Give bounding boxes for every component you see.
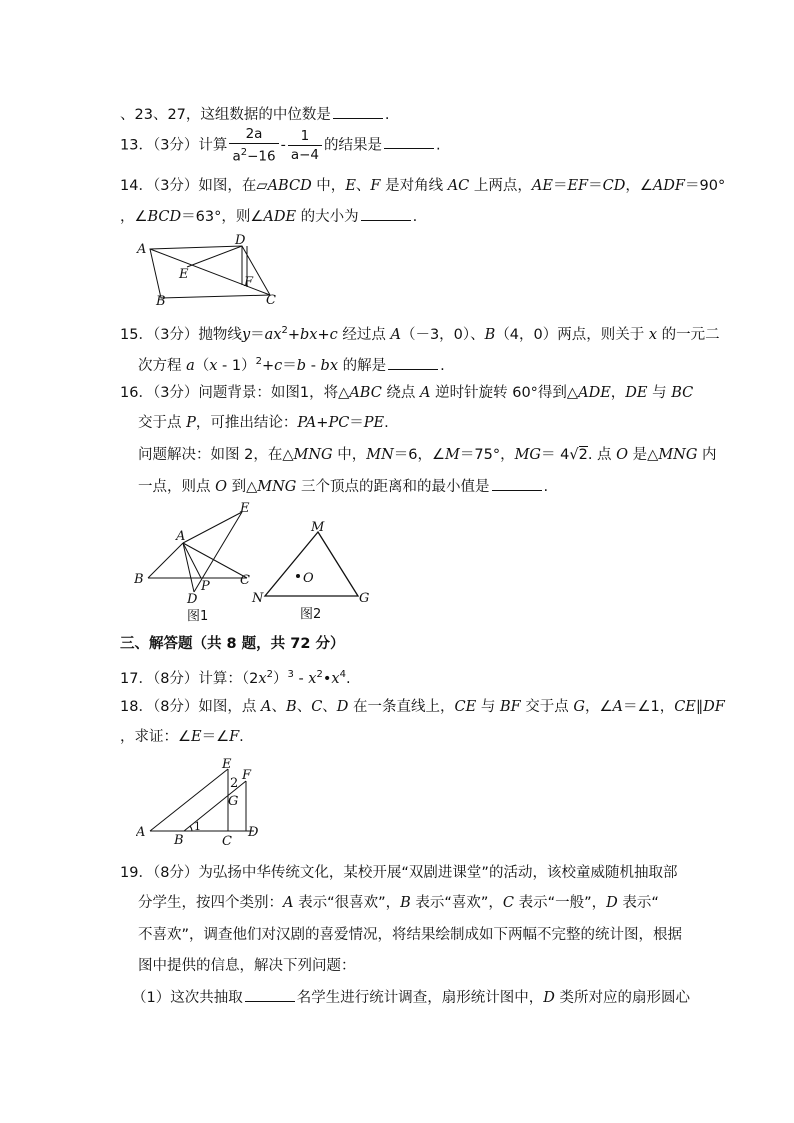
t: . [543,479,549,495]
t: + [316,415,329,431]
t: 2 [255,356,263,367]
label-d: D [248,825,259,840]
den-rest: −16 [247,148,276,165]
t: 是△ [628,447,659,463]
t: C [502,895,515,911]
t: ＝∠1， [622,699,675,715]
t: . [384,415,389,431]
t: （1）这次共抽取 [132,990,243,1006]
t: ，∠ [584,699,613,715]
q19-line-4: 图中提供的信息，解决下列问题： [138,958,356,974]
label-b: B [156,294,166,308]
t: O [616,447,629,463]
t: DE [625,385,648,401]
q19-line-2 [138,893,659,913]
den-exp: 2 [240,147,248,158]
figure-16-1-rotation [134,500,264,623]
q19-line-1: 19．（8分）为弘扬中华传统文化，某校开展“双剧进课堂”的活动，该校童威随机抽取部 [120,865,678,881]
t: AC [447,178,470,194]
t: ，∠ [120,209,148,225]
t: c [274,357,283,374]
t: ax [264,326,282,343]
t: 18．（8分）如图，点 [120,699,262,715]
t: a [186,357,195,374]
t: 、 [355,178,371,194]
t: 3 [287,669,294,680]
t: 与 [647,385,672,401]
answer-blank [492,476,542,491]
t: C [311,699,323,715]
t: ADE [263,209,297,225]
t: + [262,357,275,374]
t: A [261,699,272,715]
t: 是对角线 [380,178,448,194]
point-o [296,574,300,578]
t: ＝ [552,178,568,194]
t: ＝ 4 [541,447,570,463]
q19-line-5 [132,987,690,1008]
t: AE [531,178,553,194]
t: （ [194,357,210,374]
t: 4 [339,669,346,680]
t: ＝75°， [459,447,515,463]
t: F [370,178,381,194]
t: 、 [296,699,312,715]
t: F [229,729,240,745]
t: 上两点， [469,178,532,194]
t: bx [320,357,339,374]
t: x [258,670,267,687]
t: O [215,479,227,495]
answer-blank [384,134,434,149]
q14-line-1 [120,176,725,196]
t: BF [499,699,521,715]
t: y [241,326,251,343]
t: MNG [658,447,698,463]
label-e: E [222,757,232,772]
t: EF [567,178,589,194]
t: ，求证：∠ [120,729,191,745]
t: + [287,326,300,343]
t: 逆时针旋转 60°得到△ [430,385,579,401]
q14-line-2 [120,206,417,227]
t: 15．（3分）抛物线 [120,326,242,343]
t: PC [328,415,350,431]
label-a: A [137,242,147,257]
t: ＝ [349,415,364,431]
t: 表示“一般”， [514,895,607,911]
den-a: a [232,148,241,165]
q16-line-4 [138,476,548,497]
section-3-heading: 三、解答题（共 8 题，共 72 分） [120,636,345,652]
t: 2 [316,669,323,680]
t: ＝ [588,178,603,194]
label-o: O [303,571,314,586]
t: . [239,729,244,745]
q13-tail: 的结果是 [324,137,383,154]
label-b: B [134,572,144,587]
t: c [329,326,338,343]
fraction-1-denominator [229,144,278,166]
answer-blank [245,987,295,1002]
q12-end: . [384,107,390,123]
t: ＝∠ [201,729,230,745]
t: 名学生进行统计调查，扇形统计图中， [296,990,544,1006]
t: - [293,670,309,687]
label-g: G [359,591,370,606]
q15-line-1 [120,321,720,345]
caption-fig2: 图2 [300,607,322,622]
t: 一点，则点 [138,479,216,495]
t: ADF [652,178,685,194]
t: bx [300,326,318,343]
t: 到△ [227,479,258,495]
t: ＝ [250,326,265,343]
t: ＝ [282,357,297,374]
minus-sign: - [280,137,286,154]
q12-text: 、23、27，这组数据的中位数是 [120,107,331,123]
label-e: E [240,501,250,516]
t: D [336,699,349,715]
t: - [306,357,321,374]
t: 、 [271,699,287,715]
t: A [420,385,431,401]
t: BCD [147,209,182,225]
t: 三个顶点的距离和的最小值是 [296,479,490,495]
fraction-1 [229,125,278,166]
t: 16．（3分）问题背景：如图1，将△ [120,385,350,401]
t: CE [674,699,696,715]
t: PA [297,415,317,431]
t: 、 [322,699,337,715]
label-c: C [240,573,250,588]
t: B [400,895,411,911]
t: ， [610,385,626,401]
label-m: M [311,520,325,535]
figure-14-parallelogram [135,233,285,308]
t: . [412,209,418,225]
t: 内 [697,447,717,463]
t: 2 [266,669,273,680]
q16-line-2 [138,413,389,433]
t: 交于点 [138,415,187,431]
t: ＝63°，则∠ [181,209,264,225]
t: A [283,895,294,911]
t: （－3，0）、 [400,326,485,343]
t: A [612,699,623,715]
label-n: N [252,591,264,606]
label-c: C [222,834,232,849]
q17-line [120,665,351,689]
t: 在一条直线上， [348,699,455,715]
figure-18-parallel-lines [136,754,271,849]
t: B [286,699,297,715]
label-d: D [187,592,198,607]
sqrt-sign: √ [569,447,579,463]
fraction-2 [288,127,322,164]
t: - 1） [217,357,256,374]
t: 经过点 [337,326,391,343]
label-e: E [179,267,189,282]
figure-16-2-triangle [248,514,378,624]
t: M [445,447,460,463]
t: MNG [293,447,333,463]
label-f: F [242,768,252,783]
label-f: F [244,275,254,290]
t: PE [363,415,385,431]
q16-line-3 [138,445,717,465]
t: D [606,895,618,911]
t: 绕点 [381,385,421,401]
t: E [191,729,202,745]
t: 14．（3分）如图，在▱ [120,178,268,194]
t: G [573,699,585,715]
label-a: A [136,825,146,840]
t: 表示“很喜欢”， [293,895,401,911]
t: 17．（8分）计算：（2 [120,670,259,687]
t: + [317,326,330,343]
t: 表示“ [617,895,659,911]
t: B [484,326,496,343]
t: 的解是 [338,357,387,374]
q12-line [120,104,390,125]
t: A [390,326,401,343]
fraction-2-denominator: a−4 [290,146,320,163]
t: CE [454,699,477,715]
q13-end: . [436,137,441,154]
label-p: P [201,579,210,594]
t: DF [703,699,725,715]
q16-line-1 [120,383,693,403]
t: 类所对应的扇形圆心 [554,990,690,1006]
t: 2 [281,325,288,336]
t: x [209,357,218,374]
answer-blank [388,355,438,370]
answer-blank [361,206,411,221]
t: 2 [578,447,588,463]
t: 中， [311,178,346,194]
t: ） [272,670,288,687]
t: ABCD [267,178,312,194]
t: ＝6，∠ [393,447,446,463]
q13-label: 13．（3分）计算 [120,137,228,154]
t: MNG [257,479,297,495]
label-b: B [174,833,184,848]
t: ADE [578,385,611,401]
t: 次方程 [138,357,187,374]
label-angle-1: 1 [194,820,201,833]
q18-line-1 [120,697,725,717]
t: （4，0）两点，则关于 [495,326,649,343]
t: 问题解决：如图 2，在△ [138,447,294,463]
t: 与 [476,699,500,715]
label-angle-2: 2 [230,776,239,791]
label-a: A [176,529,186,544]
t: . 点 [587,447,617,463]
t: 的大小为 [296,209,359,225]
t: x [331,670,340,687]
label-g: G [228,794,239,809]
t: E [345,178,356,194]
t: 交于点 [520,699,574,715]
t: x [308,670,317,687]
fraction-2-numerator: 1 [288,127,322,146]
t: b [296,357,307,374]
label-c: C [266,293,276,308]
label-d: D [235,233,246,248]
t: x [648,326,658,343]
t: 分学生，按四个类别： [138,895,283,911]
t: 表示“喜欢”， [410,895,503,911]
t: • [322,670,332,687]
q18-line-2 [120,727,244,747]
caption-fig1: 图1 [187,609,209,623]
t: ，可推出结论： [195,415,298,431]
t: MN [366,447,394,463]
q19-line-3: 不喜欢”，调查他们对汉剧的喜爱情况，将结果绘制成如下两幅不完整的统计图，根据 [138,927,683,943]
fraction-1-numerator: 2a [229,125,278,144]
t: BC [671,385,694,401]
answer-blank [333,104,383,119]
t: ，∠ [625,178,653,194]
t: . [440,357,445,374]
q15-line-2 [138,352,445,376]
t: 中， [332,447,367,463]
t: CD [602,178,626,194]
t: ABC [349,385,382,401]
t: ＝90° [685,178,726,194]
t: D [543,990,555,1006]
q13-line [120,125,441,166]
t: . [345,670,351,687]
t: ∥ [695,699,704,715]
t: MG [514,447,542,463]
t: P [186,415,196,431]
t: 的一元二 [657,326,720,343]
